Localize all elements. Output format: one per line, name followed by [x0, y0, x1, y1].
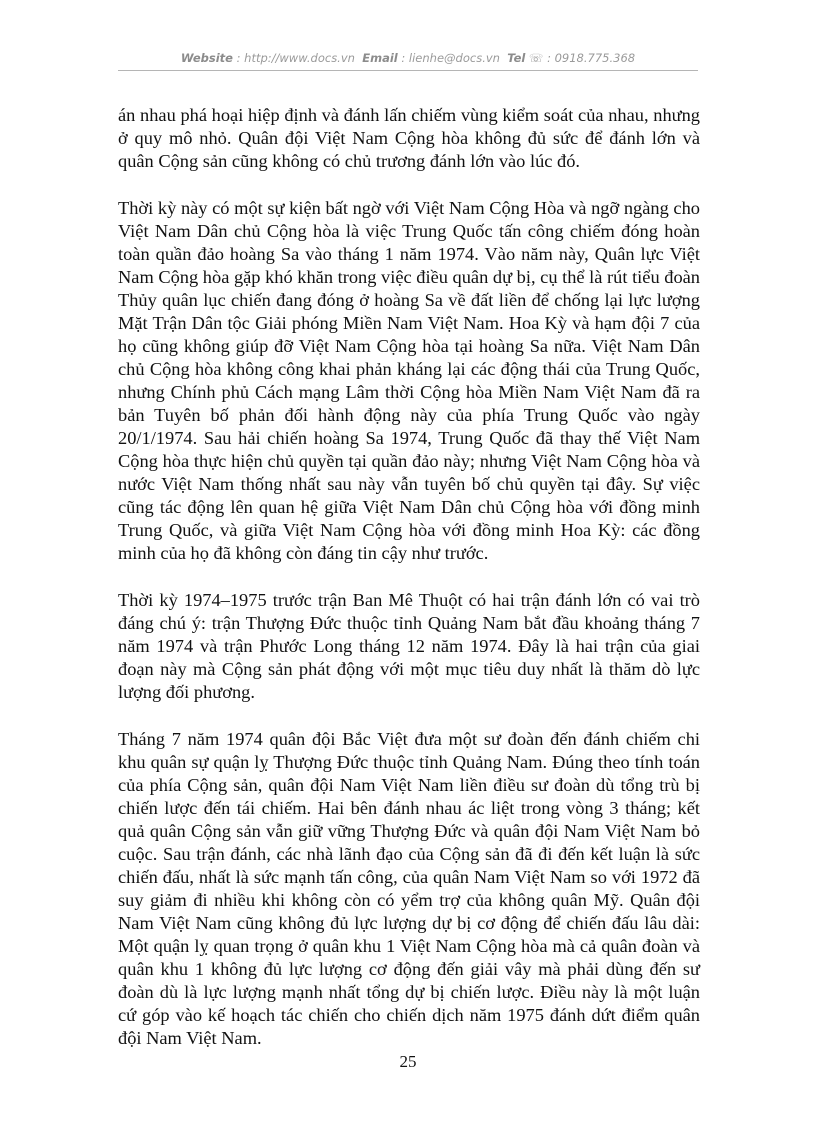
- phone-icon: ☏: [529, 51, 544, 65]
- email-address[interactable]: : lienhe@docs.vn: [401, 51, 500, 65]
- tel-number: : 0918.775.368: [547, 51, 636, 65]
- paragraph-2: Thời kỳ này có một sự kiện bất ngờ với Việt Nam Cộng Hòa và ngỡ ngàng cho Việt Nam Dân chủ Cộng hòa là việc Trung Quốc tấn công chiếm đóng hoàn toàn quần đảo hoàng Sa vào tháng 1 năm 1974. Vào năm này, Quân lực Việt Nam Cộng hòa gặp khó khăn trong việc điều quân dự bị, cụ thể là rút tiểu đoàn Thủy quân lục chiến đang đóng ở hoàng Sa về đất liền để chống lại lực lượng Mặt Trận Dân tộc Giải phóng Miền Nam Việt Nam. Hoa Kỳ và hạm đội 7 của họ cũng không giúp đỡ Việt Nam Cộng hòa tại hoàng Sa nữa. Việt Nam Dân chủ Cộng hòa không công khai phản kháng lại các động thái của Trung Quốc, nhưng Chính phủ Cách mạng Lâm thời Cộng hòa Miền Nam Việt Nam đã ra bản Tuyên bố phản đối hành động này của phía Trung Quốc vào ngày 20/1/1974. Sau hải chiến hoàng Sa 1974, Trung Quốc đã thay thế Việt Nam Cộng hòa thực hiện chủ quyền tại quần đảo này; nhưng Việt Nam Cộng hòa và nước Việt Nam thống nhất sau này vẫn tuyên bố chủ quyền tại đây. Sự việc cũng tác động lên quan hệ giữa Việt Nam Dân chủ Cộng hòa với đồng minh Trung Quốc, và giữa Việt Nam Cộng hòa với đồng minh Hoa Kỳ: các đồng minh của họ đã không còn đáng tin cậy như trước.: [118, 198, 700, 563]
- header-divider: [118, 70, 698, 71]
- paragraph-1: án nhau phá hoại hiệp định và đánh lấn chiếm vùng kiểm soát của nhau, nhưng ở quy mô nhỏ. Quân đội Việt Nam Cộng hòa không đủ sức để đánh lớn và quân Cộng sản cũng không có chủ trương đánh lớn vào lúc đó.: [118, 105, 700, 171]
- page-header: [118, 51, 698, 65]
- paragraph-3: Thời kỳ 1974–1975 trước trận Ban Mê Thuột có hai trận đánh lớn có vai trò đáng chú ý: trận Thượng Đức thuộc tỉnh Quảng Nam bắt đầu khoảng tháng 7 năm 1974 và trận Phước Long tháng 12 năm 1974. Đây là hai trận của giai đoạn này mà Cộng sản phát động với một mục tiêu duy nhất là thăm dò lực lượng đối phương.: [118, 590, 700, 702]
- paragraph-4: Tháng 7 năm 1974 quân đội Bắc Việt đưa một sư đoàn đến đánh chiếm chi khu quân sự quận lỵ Thượng Đức thuộc tỉnh Quảng Nam. Đúng theo tính toán của phía Cộng sản, quân đội Nam Việt Nam liền điều sư đoàn dù tổng trù bị chiến lược đến tái chiếm. Hai bên đánh nhau ác liệt trong vòng 3 tháng; kết quả quân Cộng sản vẫn giữ vững Thượng Đức và quân đội Nam Việt Nam bỏ cuộc. Sau trận đánh, các nhà lãnh đạo của Cộng sản đã đi đến kết luận là sức chiến đấu, nhất là sức mạnh tấn công, của quân Nam Việt Nam so với 1972 đã suy giảm đi nhiều khi không còn có yểm trợ của không quân Mỹ. Quân đội Nam Việt Nam cũng không đủ lực lượng dự bị cơ động để chiến đấu lâu dài: Một quận lỵ quan trọng ở quân khu 1 Việt Nam Cộng hòa mà cả quân đoàn và quân khu 1 không đủ lực lượng cơ động đến giải vây mà phải dùng đến sư đoàn dù là lực lượng mạnh nhất tổng dự bị chiến lược. Điều này là một luận cứ góp vào kế hoạch tác chiến cho chiến dịch năm 1975 đánh dứt điểm quân đội Nam Việt Nam.: [118, 729, 700, 1048]
- page-number: 25: [399, 1052, 417, 1071]
- document-body: [118, 104, 700, 1074]
- website-url[interactable]: : http://www.docs.vn: [236, 51, 355, 65]
- tel-label: Tel: [507, 51, 526, 65]
- website-label: Website: [180, 51, 233, 65]
- email-label: Email: [362, 51, 398, 65]
